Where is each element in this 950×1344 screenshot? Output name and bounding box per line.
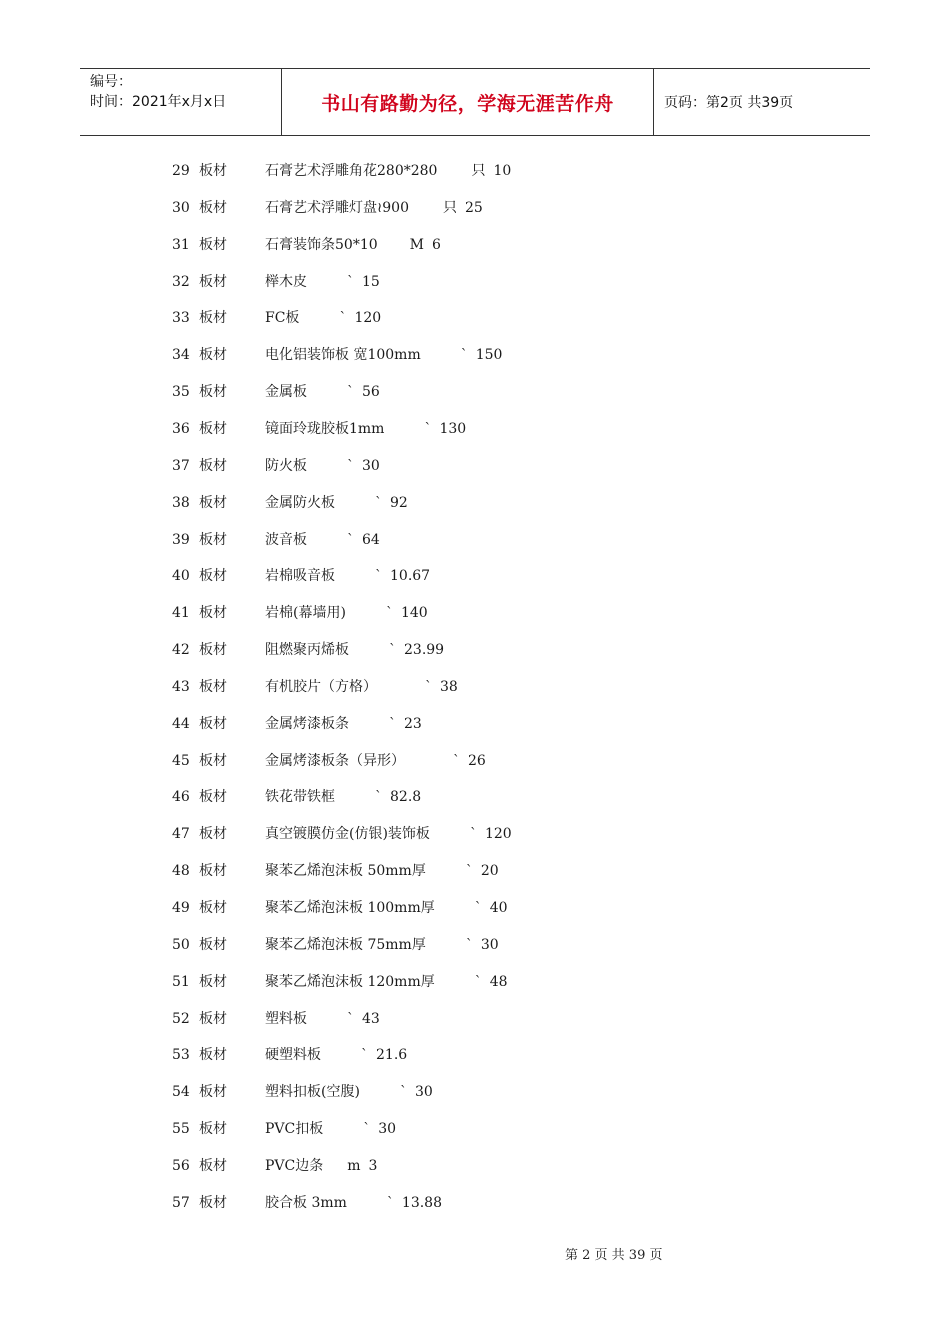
item-category: 板材 bbox=[199, 163, 227, 179]
item-detail bbox=[265, 970, 508, 994]
item-category: 板材 bbox=[199, 420, 227, 437]
item-name: 聚苯乙烯泡沫板 75mm厚 bbox=[265, 936, 426, 953]
item-value: 23.99 bbox=[404, 642, 445, 659]
item-category: 板材 bbox=[199, 384, 227, 401]
item-name: PVC扣板 bbox=[265, 1121, 324, 1138]
item-value: 120 bbox=[484, 826, 512, 843]
page-footer: 第 2 页 共 39 页 bbox=[565, 1248, 663, 1263]
list-item bbox=[0, 1191, 950, 1215]
list-item bbox=[0, 1117, 950, 1141]
item-value: 30 bbox=[480, 936, 499, 953]
item-unit: ` bbox=[347, 531, 354, 548]
list-item bbox=[0, 1154, 950, 1178]
item-name: 胶合板 3mm bbox=[265, 1194, 347, 1211]
document-number-label: 编号： bbox=[90, 74, 132, 90]
item-number: 35 bbox=[172, 384, 190, 401]
item-value: 25 bbox=[464, 199, 483, 216]
item-number: 43 bbox=[172, 678, 190, 695]
item-number: 49 bbox=[172, 900, 190, 916]
item-unit: ` bbox=[385, 605, 393, 622]
item-number: 34 bbox=[172, 347, 190, 364]
item-value: 26 bbox=[468, 752, 486, 769]
item-unit: ` bbox=[375, 568, 382, 585]
item-category: 板材 bbox=[199, 605, 227, 622]
item-name: 石膏艺术浮雕角花280*280 bbox=[265, 163, 438, 179]
item-category: 板材 bbox=[199, 863, 227, 880]
item-value: 21.6 bbox=[376, 1047, 408, 1064]
item-name: 聚苯乙烯泡沫板 50mm厚 bbox=[265, 863, 426, 880]
item-detail bbox=[265, 528, 380, 552]
item-category: 板材 bbox=[199, 1194, 227, 1211]
document-time-label: 时间：2021年x月x日 bbox=[90, 94, 227, 110]
item-value: 38 bbox=[440, 678, 458, 695]
item-value: 140 bbox=[400, 605, 428, 622]
item-number: 56 bbox=[172, 1157, 190, 1174]
item-detail bbox=[265, 675, 458, 699]
item-name: 金属烤漆板条（异形） bbox=[265, 752, 405, 769]
item-detail bbox=[265, 785, 421, 809]
item-name: 阻燃聚丙烯板 bbox=[265, 642, 349, 659]
item-value: 10.67 bbox=[390, 568, 431, 585]
item-number: 31 bbox=[172, 236, 190, 253]
item-detail bbox=[265, 1080, 433, 1104]
item-detail bbox=[265, 749, 486, 773]
item-unit: ` bbox=[424, 420, 432, 437]
item-category: 板材 bbox=[199, 457, 227, 474]
item-unit: ` bbox=[453, 752, 460, 769]
list-item bbox=[0, 233, 950, 257]
item-number: 41 bbox=[172, 605, 190, 622]
item-unit: ` bbox=[361, 1047, 368, 1064]
item-name: 岩棉吸音板 bbox=[265, 568, 335, 585]
item-unit: ` bbox=[347, 1010, 354, 1027]
item-category: 板材 bbox=[199, 273, 227, 290]
header-motto: 书山有路勤为径，学海无涯苦作舟 bbox=[282, 69, 654, 135]
item-value: 56 bbox=[362, 384, 380, 401]
item-unit: ` bbox=[425, 678, 432, 695]
item-value: 20 bbox=[480, 863, 499, 880]
item-unit: ` bbox=[474, 900, 482, 916]
item-detail bbox=[265, 196, 483, 220]
item-number: 53 bbox=[172, 1047, 190, 1064]
item-detail bbox=[265, 564, 430, 588]
item-unit: ` bbox=[347, 273, 354, 290]
item-name: 真空镀膜仿金(仿银)装饰板 bbox=[265, 826, 430, 843]
item-category: 板材 bbox=[199, 347, 227, 364]
item-detail bbox=[265, 454, 380, 478]
item-number: 45 bbox=[172, 752, 190, 769]
item-detail bbox=[265, 933, 499, 957]
list-item bbox=[0, 270, 950, 294]
header-page-info: 页码：第2页 共39页 bbox=[664, 95, 794, 111]
item-category: 板材 bbox=[199, 1047, 227, 1064]
list-item bbox=[0, 454, 950, 478]
item-detail bbox=[265, 1117, 396, 1141]
item-value: 40 bbox=[489, 900, 508, 916]
item-unit: ` bbox=[469, 826, 477, 843]
item-unit: m bbox=[347, 1157, 361, 1174]
item-detail bbox=[265, 712, 422, 736]
list-item bbox=[0, 601, 950, 625]
item-category: 板材 bbox=[199, 678, 227, 695]
item-value: 150 bbox=[475, 347, 503, 364]
item-detail bbox=[265, 1043, 407, 1067]
item-name: 聚苯乙烯泡沫板 120mm厚 bbox=[265, 973, 435, 990]
list-item bbox=[0, 380, 950, 404]
item-unit: 只 bbox=[442, 199, 457, 216]
item-number: 48 bbox=[172, 863, 190, 880]
item-value: 10 bbox=[493, 163, 512, 179]
item-unit: ` bbox=[474, 973, 482, 990]
item-value: 15 bbox=[362, 273, 380, 290]
item-value: 82.8 bbox=[390, 789, 422, 806]
item-value: 64 bbox=[362, 531, 380, 548]
item-value: 130 bbox=[439, 420, 467, 437]
item-category: 板材 bbox=[199, 715, 227, 732]
item-name: 电化铝装饰板 宽100mm bbox=[265, 347, 421, 364]
list-item bbox=[0, 970, 950, 994]
item-name: 金属防火板 bbox=[265, 494, 335, 511]
list-item bbox=[0, 712, 950, 736]
item-category: 板材 bbox=[199, 236, 227, 253]
item-number: 52 bbox=[172, 1010, 190, 1027]
item-number: 47 bbox=[172, 826, 190, 843]
item-name: 硬塑料板 bbox=[265, 1047, 321, 1064]
list-item bbox=[0, 564, 950, 588]
item-unit: ` bbox=[347, 384, 354, 401]
item-category: 板材 bbox=[199, 936, 227, 953]
item-category: 板材 bbox=[199, 310, 227, 327]
list-item bbox=[0, 491, 950, 515]
list-item bbox=[0, 1080, 950, 1104]
item-name: PVC边条 bbox=[265, 1157, 324, 1174]
item-category: 板材 bbox=[199, 1121, 227, 1138]
item-name: 榉木皮 bbox=[265, 273, 307, 290]
item-name: 铁花带铁框 bbox=[265, 789, 335, 806]
item-detail bbox=[265, 343, 502, 367]
item-category: 板材 bbox=[199, 531, 227, 548]
item-category: 板材 bbox=[199, 1157, 227, 1174]
item-name: 塑料板 bbox=[265, 1010, 307, 1027]
item-value: 120 bbox=[354, 310, 382, 327]
item-unit: ` bbox=[399, 1084, 407, 1101]
item-number: 40 bbox=[172, 568, 190, 585]
list-item bbox=[0, 417, 950, 441]
list-item bbox=[0, 675, 950, 699]
item-category: 板材 bbox=[199, 642, 227, 659]
item-number: 50 bbox=[172, 936, 190, 953]
item-unit: ` bbox=[389, 642, 396, 659]
item-unit: 只 bbox=[471, 163, 486, 179]
item-number: 36 bbox=[172, 420, 190, 437]
item-category: 板材 bbox=[199, 494, 227, 511]
item-unit: ` bbox=[375, 789, 382, 806]
item-number: 30 bbox=[172, 199, 190, 216]
item-value: 92 bbox=[390, 494, 408, 511]
item-unit: ` bbox=[375, 494, 382, 511]
item-value: 30 bbox=[414, 1084, 433, 1101]
item-value: 23 bbox=[404, 715, 422, 732]
item-value: 30 bbox=[378, 1121, 397, 1138]
item-detail bbox=[265, 1191, 442, 1215]
item-detail bbox=[265, 638, 444, 662]
item-detail bbox=[265, 1154, 377, 1178]
list-item bbox=[0, 822, 950, 846]
item-name: 聚苯乙烯泡沫板 100mm厚 bbox=[265, 900, 435, 916]
list-item bbox=[0, 343, 950, 367]
item-detail bbox=[265, 859, 499, 883]
item-number: 44 bbox=[172, 715, 190, 732]
item-value: 3 bbox=[368, 1157, 378, 1174]
item-detail bbox=[265, 306, 381, 330]
list-item bbox=[0, 306, 950, 330]
list-item bbox=[0, 638, 950, 662]
item-number: 32 bbox=[172, 273, 190, 290]
item-unit: ` bbox=[465, 863, 473, 880]
item-unit: ` bbox=[347, 457, 354, 474]
item-value: 43 bbox=[362, 1010, 380, 1027]
item-name: 岩棉(幕墙用) bbox=[265, 605, 346, 622]
item-detail bbox=[265, 417, 466, 441]
item-detail bbox=[265, 159, 511, 183]
item-unit: ` bbox=[339, 310, 347, 327]
item-unit: ` bbox=[363, 1121, 371, 1138]
list-item bbox=[0, 785, 950, 809]
item-unit: ` bbox=[389, 715, 396, 732]
item-number: 29 bbox=[172, 163, 190, 179]
item-number: 46 bbox=[172, 789, 190, 806]
item-detail bbox=[265, 601, 428, 625]
item-value: 6 bbox=[431, 236, 441, 253]
item-name: 镜面玲珑胶板1mm bbox=[265, 420, 385, 437]
item-number: 39 bbox=[172, 531, 190, 548]
list-item bbox=[0, 933, 950, 957]
item-unit: M bbox=[409, 236, 424, 253]
item-detail bbox=[265, 270, 380, 294]
item-category: 板材 bbox=[199, 900, 227, 916]
item-name: FC板 bbox=[265, 310, 300, 327]
item-detail bbox=[265, 1007, 380, 1031]
list-item bbox=[0, 1043, 950, 1067]
item-detail bbox=[265, 822, 512, 846]
list-item bbox=[0, 1007, 950, 1031]
item-detail bbox=[265, 896, 508, 920]
list-item bbox=[0, 528, 950, 552]
item-category: 板材 bbox=[199, 973, 227, 990]
item-number: 38 bbox=[172, 494, 190, 511]
list-item bbox=[0, 896, 950, 920]
item-name: 金属烤漆板条 bbox=[265, 715, 349, 732]
list-item bbox=[0, 159, 950, 183]
item-detail bbox=[265, 380, 380, 404]
item-number: 51 bbox=[172, 973, 190, 990]
item-number: 37 bbox=[172, 457, 190, 474]
item-number: 42 bbox=[172, 642, 190, 659]
item-number: 54 bbox=[172, 1084, 190, 1101]
item-category: 板材 bbox=[199, 826, 227, 843]
item-name: 有机胶片（方格） bbox=[265, 678, 377, 695]
item-category: 板材 bbox=[199, 752, 227, 769]
item-name: 塑料扣板(空腹) bbox=[265, 1084, 360, 1101]
item-name: 防火板 bbox=[265, 457, 307, 474]
item-category: 板材 bbox=[199, 1010, 227, 1027]
item-category: 板材 bbox=[199, 199, 227, 216]
item-unit: ` bbox=[386, 1194, 394, 1211]
item-value: 13.88 bbox=[401, 1194, 443, 1211]
item-unit: ` bbox=[465, 936, 473, 953]
item-value: 48 bbox=[489, 973, 508, 990]
list-item bbox=[0, 196, 950, 220]
list-item bbox=[0, 749, 950, 773]
item-detail bbox=[265, 233, 441, 257]
item-number: 33 bbox=[172, 310, 190, 327]
item-category: 板材 bbox=[199, 789, 227, 806]
item-name: 金属板 bbox=[265, 384, 307, 401]
list-item bbox=[0, 859, 950, 883]
item-unit: ` bbox=[460, 347, 468, 364]
item-value: 30 bbox=[362, 457, 380, 474]
item-category: 板材 bbox=[199, 568, 227, 585]
item-name: 石膏装饰条50*10 bbox=[265, 236, 378, 253]
item-number: 55 bbox=[172, 1121, 190, 1138]
item-name: 波音板 bbox=[265, 531, 307, 548]
item-category: 板材 bbox=[199, 1084, 227, 1101]
item-detail bbox=[265, 491, 408, 515]
item-number: 57 bbox=[172, 1194, 190, 1211]
item-name: 石膏艺术浮雕灯盘≀900 bbox=[265, 199, 409, 216]
